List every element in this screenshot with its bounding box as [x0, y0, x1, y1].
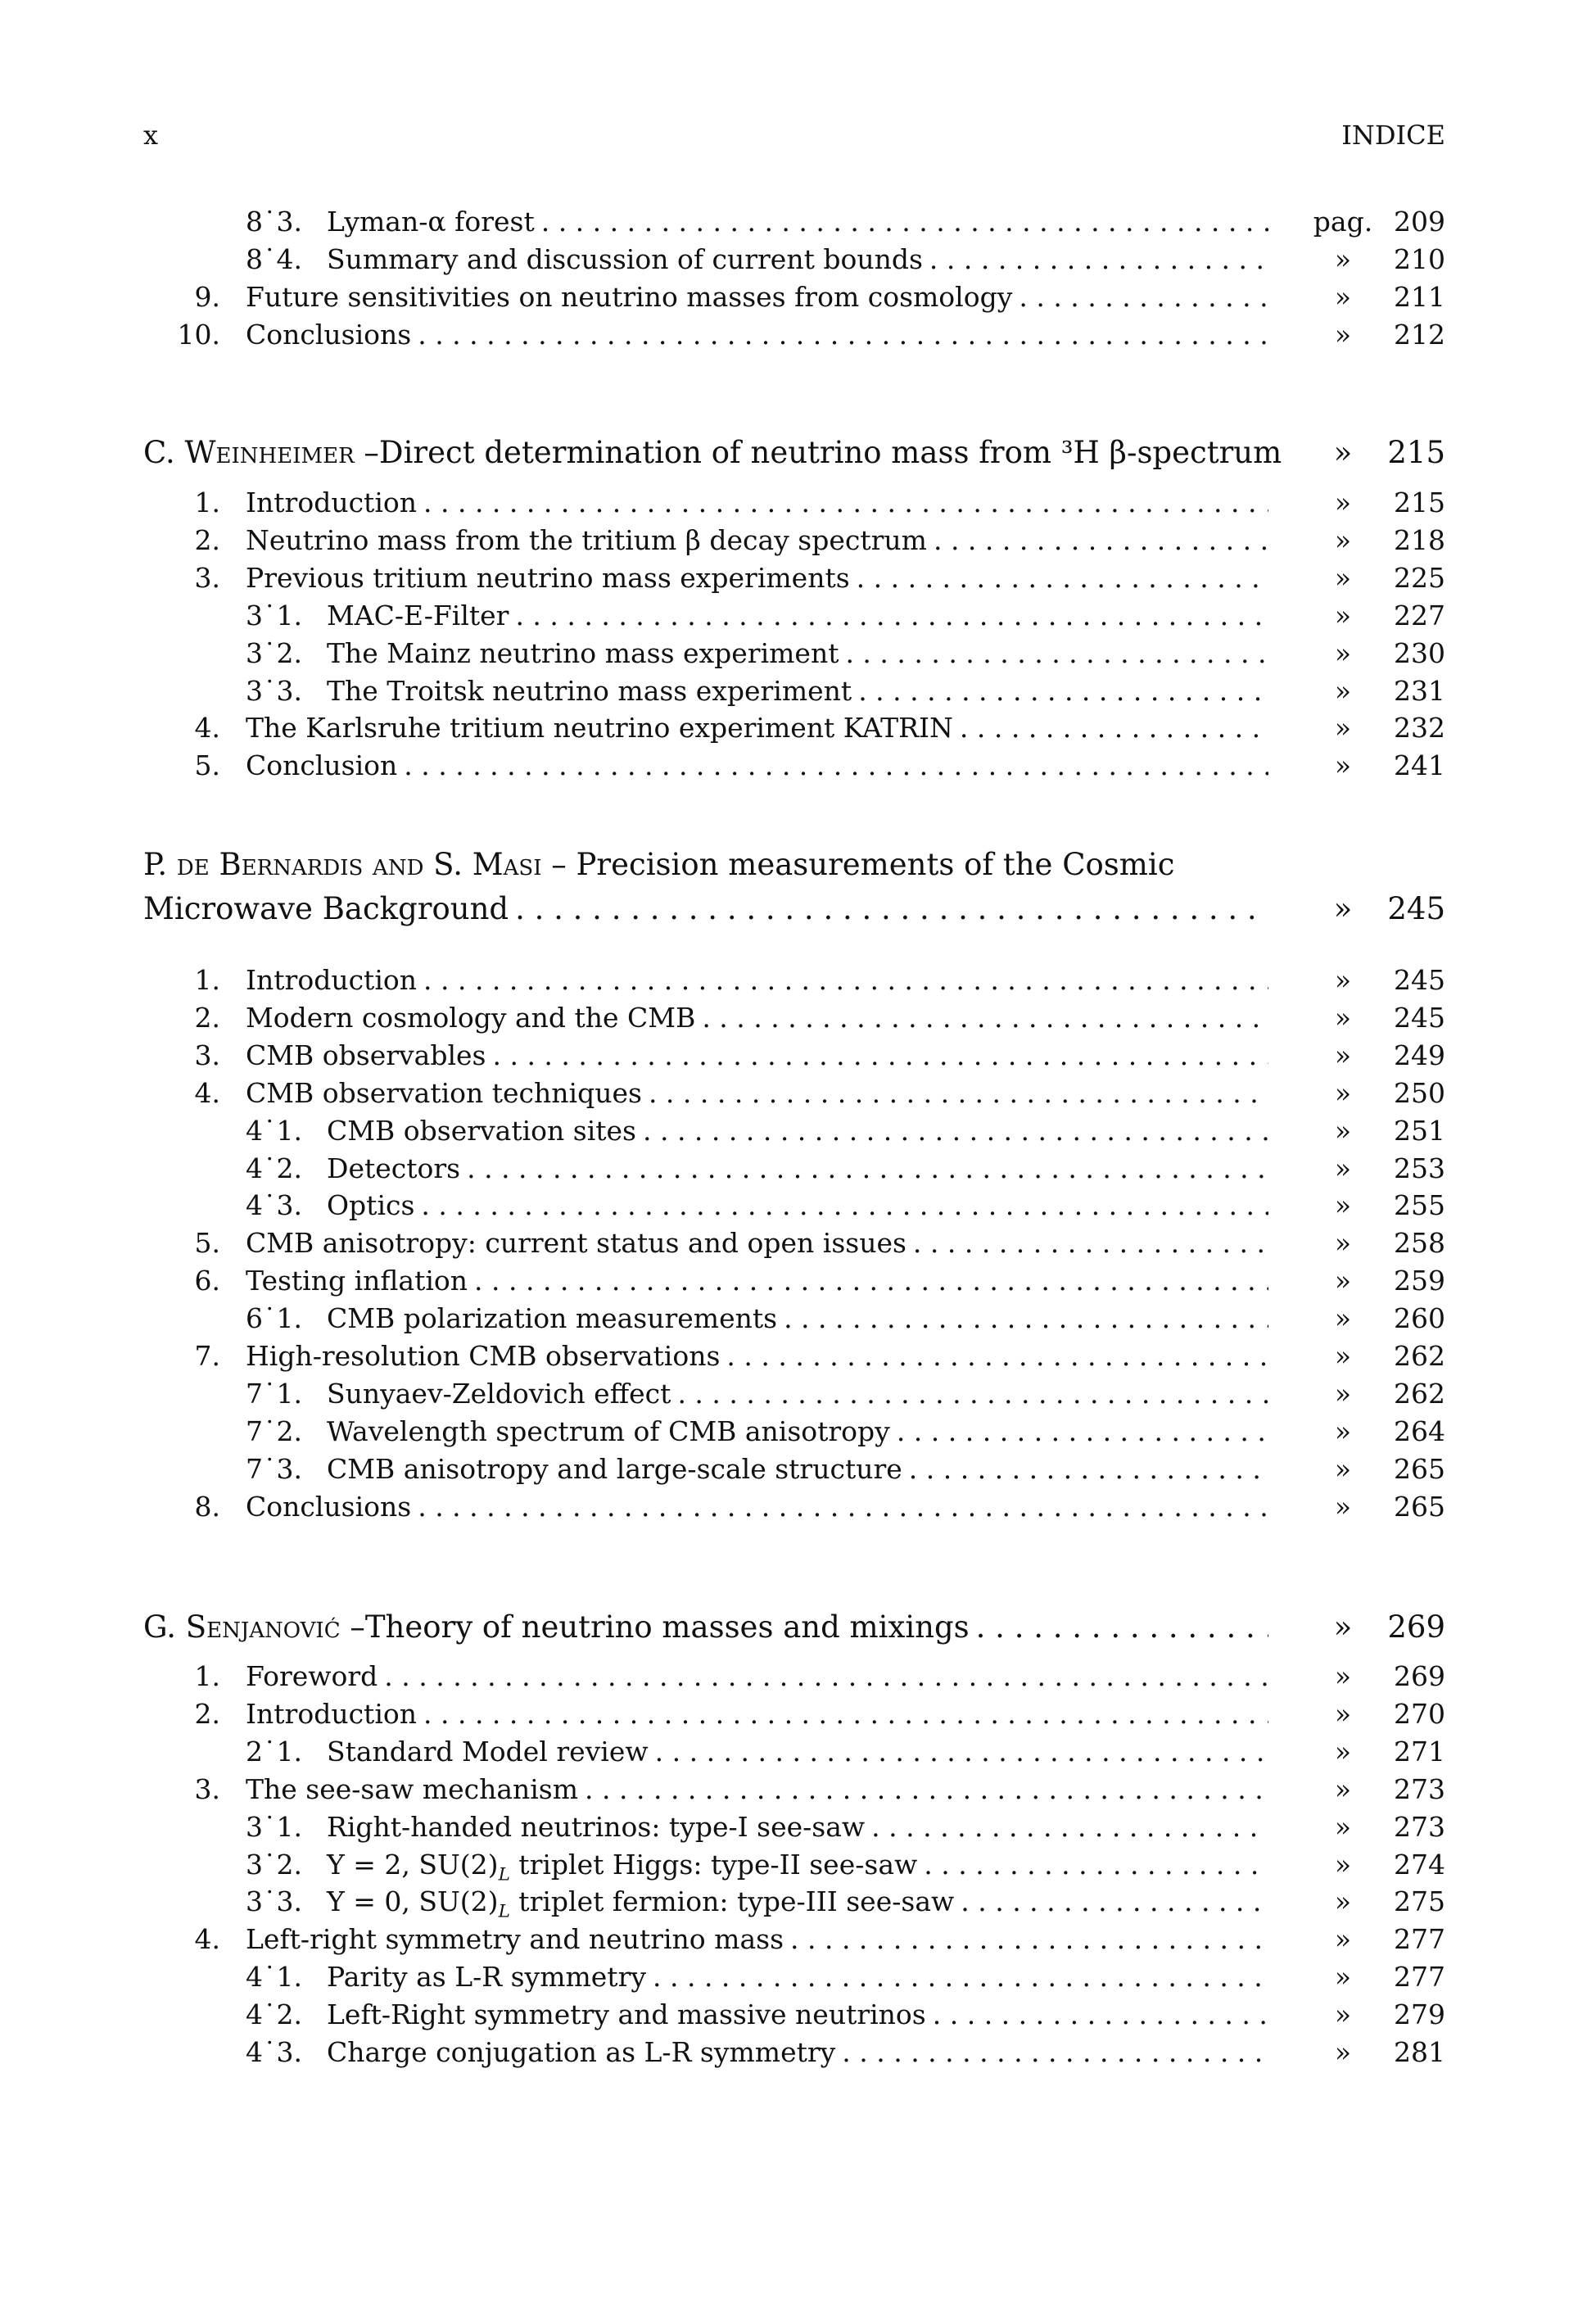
entry-number: 7. [194, 1340, 220, 1372]
entry-title-wrap [327, 1413, 1268, 1451]
ditto-mark: » [1334, 1039, 1352, 1071]
entry-title: Conclusions [246, 318, 412, 351]
entry-title-wrap [246, 559, 1268, 597]
dot-leader [418, 1488, 1268, 1526]
dot-leader [515, 888, 1268, 930]
entry-number: 2. [194, 523, 220, 556]
ditto-mark: » [1334, 964, 1352, 996]
ditto-mark: » [1334, 1076, 1352, 1109]
heading-title-wrap: C. Weinheimer – Direct determination of neutrino mass from ³H β-spectrum [143, 432, 1268, 474]
entry-number: 3. [194, 561, 220, 594]
dot-leader [515, 597, 1268, 635]
entry-title: Charge conjugation as L-R symmetry [327, 2036, 836, 2068]
ditto-mark: » [1334, 487, 1352, 518]
page-number: 275 [1394, 1885, 1445, 1918]
dot-leader [384, 1658, 1268, 1695]
entry-title-wrap [327, 672, 1268, 710]
toc-entry[interactable] [0, 999, 1596, 1037]
entry-title-wrap [246, 747, 1268, 785]
heading-authors: P. de Bernardis and S. Masi [143, 847, 542, 882]
entry-number: 8˙3. [246, 206, 302, 238]
page-number: 212 [1394, 318, 1445, 351]
entry-title: Left-right symmetry and neutrino mass [246, 1923, 784, 1956]
entry-number: 2˙1. [246, 1735, 302, 1768]
page-number: 232 [1394, 712, 1445, 745]
page-number: 277 [1394, 1961, 1445, 1994]
heading-title-wrap: G. Senjanović – Theory of neutrino masses and mixings . . . [143, 1606, 1268, 1649]
ditto-mark: » [1334, 1697, 1352, 1730]
entry-title-wrap [327, 1451, 1268, 1488]
toc-entry[interactable] [0, 2034, 1596, 2071]
toc-entry[interactable] [0, 484, 1596, 522]
entry-number: 3˙3. [246, 674, 302, 707]
toc-entry[interactable] [0, 1075, 1596, 1112]
dot-leader [467, 1150, 1268, 1188]
entry-number: 4˙2. [246, 1998, 302, 2031]
page-number: 269 [1387, 1609, 1445, 1645]
entry-title-wrap [246, 522, 1268, 559]
page-number: 259 [1394, 1265, 1445, 1297]
toc-entry[interactable] [0, 1996, 1596, 2034]
page-number: 271 [1394, 1735, 1445, 1768]
toc-entry[interactable] [0, 1037, 1596, 1075]
page-number: 273 [1394, 1772, 1445, 1805]
entry-title: Testing inflation [246, 1265, 468, 1297]
entry-number: 3˙3. [246, 1885, 302, 1918]
page-number: 245 [1387, 891, 1445, 926]
toc-entry[interactable] [0, 1187, 1596, 1224]
page-number: 273 [1394, 1810, 1445, 1843]
entry-title: Y = 0, $SU(2)_L$ triplet fermion: type-III see-saw [327, 1885, 955, 1922]
toc-entry[interactable] [0, 316, 1596, 354]
ditto-mark: » [1334, 1923, 1352, 1956]
entry-title-wrap [327, 1300, 1268, 1338]
entry-title: High-resolution CMB observations [246, 1340, 721, 1372]
entry-number: 1. [194, 1660, 220, 1692]
entry-title-wrap [246, 1338, 1268, 1375]
heading-title: Theory of neutrino masses and mixings [364, 1609, 970, 1645]
dot-leader [649, 1075, 1268, 1112]
entry-title: Introduction [246, 964, 417, 996]
entry-title-wrap [327, 1808, 1268, 1846]
ditto-mark: » [1334, 1961, 1352, 1994]
heading-title: Precision measurements of the Cosmic [576, 847, 1175, 882]
entry-title: Parity as L-R symmetry [327, 1961, 646, 1994]
entry-title: CMB observation techniques [246, 1076, 642, 1109]
entry-number: 10. [177, 318, 220, 351]
dot-leader [541, 203, 1268, 241]
dot-leader [726, 1338, 1268, 1375]
entry-number: 5. [194, 749, 220, 782]
toc-entry[interactable] [0, 522, 1596, 559]
entry-title: Standard Model review [327, 1735, 649, 1768]
dot-leader [643, 1112, 1268, 1150]
ditto-mark: » [1334, 1848, 1352, 1881]
toc-entry[interactable] [0, 1658, 1596, 1695]
entry-number: 4. [194, 1076, 220, 1109]
ditto-mark: » [1334, 636, 1352, 669]
entry-number: 8. [194, 1490, 220, 1523]
dot-leader [423, 962, 1268, 999]
entry-number: 3˙1. [246, 599, 302, 631]
entry-number: 3. [194, 1772, 220, 1805]
entry-title: Wavelength spectrum of CMB anisotropy [327, 1414, 890, 1447]
entry-title-wrap [246, 1771, 1268, 1808]
page-number: 241 [1394, 749, 1445, 782]
entry-title-wrap [327, 1733, 1268, 1771]
page-number: 260 [1394, 1302, 1445, 1335]
dot-leader [474, 1262, 1268, 1300]
entry-title: Sunyaev-Zeldovich effect [327, 1377, 671, 1410]
entry-title: Detectors [327, 1152, 461, 1184]
entry-number: 9. [194, 280, 220, 313]
dot-leader [897, 1413, 1268, 1451]
page-number: 211 [1394, 280, 1445, 313]
ditto-mark: » [1333, 1609, 1353, 1645]
ditto-mark: pag. [1313, 206, 1373, 238]
dot-leader [404, 747, 1268, 785]
entry-title-wrap [327, 635, 1268, 672]
dot-leader [423, 484, 1268, 522]
toc-entry[interactable] [0, 1451, 1596, 1488]
dot-leader [857, 559, 1268, 597]
toc-entry[interactable] [0, 1883, 1596, 1921]
dot-leader [913, 1224, 1268, 1262]
ditto-mark: » [1334, 318, 1352, 351]
toc-entry[interactable] [0, 962, 1596, 999]
toc-entry[interactable] [0, 278, 1596, 316]
page-number: 253 [1394, 1152, 1445, 1184]
heading-authors: G. Senjanović [143, 1609, 341, 1645]
toc-entry[interactable] [0, 1695, 1596, 1733]
toc-entry[interactable] [0, 241, 1596, 278]
ditto-mark: » [1334, 523, 1352, 556]
page-number: 215 [1387, 435, 1445, 470]
page-number: 227 [1394, 599, 1445, 631]
toc-entry[interactable] [0, 597, 1596, 635]
page-number: 225 [1394, 561, 1445, 594]
entry-title: Conclusion [246, 749, 398, 782]
entry-title: Lyman-α forest [327, 206, 535, 238]
ditto-mark: » [1334, 1490, 1352, 1523]
dot-leader [960, 709, 1268, 747]
entry-title-wrap [246, 1488, 1268, 1526]
toc-entry[interactable] [0, 1413, 1596, 1451]
dot-leader [585, 1771, 1268, 1808]
entry-number: 1. [194, 964, 220, 996]
entry-number: 3˙2. [246, 1848, 302, 1881]
entry-title-wrap [246, 1921, 1268, 1958]
entry-title-wrap [327, 1187, 1268, 1224]
ditto-mark: » [1334, 1735, 1352, 1768]
entry-number: 6˙1. [246, 1302, 302, 1335]
entry-title-wrap [246, 278, 1268, 316]
entry-title-wrap [246, 1037, 1268, 1075]
ditto-mark: » [1333, 435, 1353, 470]
ditto-mark: » [1334, 280, 1352, 313]
ditto-mark: » [1334, 1810, 1352, 1843]
page-number: 265 [1394, 1490, 1445, 1523]
dot-leader [677, 1375, 1268, 1413]
entry-number: 7˙3. [246, 1452, 302, 1485]
entry-title: Y = 2, $SU(2)_L$ triplet Higgs: type-II see-saw [327, 1848, 918, 1885]
entry-title: Left-Right symmetry and massive neutrinos [327, 1998, 926, 2031]
toc-entry[interactable] [0, 747, 1596, 785]
toc-entry[interactable] [0, 1771, 1596, 1808]
ditto-mark: » [1334, 1001, 1352, 1034]
entry-title-wrap [246, 999, 1268, 1037]
toc-entry[interactable] [0, 635, 1596, 672]
entry-title: The Karlsruhe tritium neutrino experiment KATRIN [246, 712, 953, 745]
ditto-mark: » [1334, 674, 1352, 707]
section-heading[interactable] [0, 888, 1596, 930]
entry-title-wrap [246, 1695, 1268, 1733]
toc-entry[interactable] [0, 1338, 1596, 1375]
entry-number: 4˙2. [246, 1152, 302, 1184]
entry-number: 7˙1. [246, 1377, 302, 1410]
heading-authors: C. Weinheimer [143, 435, 355, 470]
ditto-mark: » [1334, 1377, 1352, 1410]
page-number: 231 [1394, 674, 1445, 707]
entry-title-wrap [246, 316, 1268, 354]
section-heading-line1: P. de Bernardis and S. Masi – Precision measurements of the Cosmic [143, 847, 1175, 882]
page-number: 230 [1394, 636, 1445, 669]
toc-entry[interactable] [0, 1300, 1596, 1338]
entry-title-wrap [327, 203, 1268, 241]
toc-entry[interactable] [0, 1958, 1596, 1996]
dot-leader [421, 1187, 1268, 1224]
dot-leader [655, 1733, 1268, 1771]
entry-title: MAC-E-Filter [327, 599, 509, 631]
toc-entry[interactable] [0, 203, 1596, 241]
entry-number: 2. [194, 1001, 220, 1034]
dot-leader [653, 1958, 1268, 1996]
entry-number: 4˙1. [246, 1114, 302, 1147]
toc-entry[interactable] [0, 709, 1596, 747]
page-number: 279 [1394, 1998, 1445, 2031]
entry-title: Conclusions [246, 1490, 412, 1523]
toc-entry[interactable] [0, 1112, 1596, 1150]
entry-title: The Troitsk neutrino mass experiment [327, 674, 852, 707]
heading-title-wrap [143, 888, 1268, 930]
page-number: 265 [1394, 1452, 1445, 1485]
ditto-mark: » [1334, 1189, 1352, 1222]
toc-entry[interactable] [0, 1262, 1596, 1300]
toc-entry[interactable] [0, 1224, 1596, 1262]
dot-leader [909, 1451, 1268, 1488]
dot-leader [976, 1606, 1268, 1649]
page-number: 262 [1394, 1377, 1445, 1410]
entry-number: 7˙2. [246, 1414, 302, 1447]
dot-leader [418, 316, 1268, 354]
dot-leader [934, 522, 1268, 559]
ditto-mark: » [1334, 1660, 1352, 1692]
dot-leader [842, 2034, 1268, 2071]
section-heading[interactable] [0, 432, 1596, 474]
dot-leader [784, 1300, 1268, 1338]
heading-title-line2: Microwave Background [143, 891, 509, 926]
entry-title: Neutrino mass from the tritium β decay spectrum [246, 523, 927, 556]
entry-title-wrap [327, 1150, 1268, 1188]
toc-entry[interactable] [0, 1921, 1596, 1958]
ditto-mark: » [1334, 1114, 1352, 1147]
entry-number: 4˙1. [246, 1961, 302, 1994]
ditto-mark: » [1333, 891, 1353, 926]
entry-title-wrap [327, 241, 1268, 278]
dot-leader [933, 1996, 1268, 2034]
entry-title: CMB polarization measurements [327, 1302, 778, 1335]
ditto-mark: » [1334, 1772, 1352, 1805]
entry-number: 3. [194, 1039, 220, 1071]
dot-leader [492, 1037, 1268, 1075]
entry-title-wrap [246, 1224, 1268, 1262]
ditto-mark: » [1334, 1452, 1352, 1485]
toc-entry[interactable] [0, 1150, 1596, 1188]
entry-title-wrap [246, 1658, 1268, 1695]
page-number: 209 [1394, 206, 1445, 238]
toc-entry[interactable] [0, 1488, 1596, 1526]
entry-title-wrap [246, 962, 1268, 999]
page-number: 250 [1394, 1076, 1445, 1109]
ditto-mark: » [1334, 1340, 1352, 1372]
entry-number: 1. [194, 487, 220, 518]
toc-entry[interactable] [0, 1733, 1596, 1771]
ditto-mark: » [1334, 1152, 1352, 1184]
entry-title: Modern cosmology and the CMB [246, 1001, 696, 1034]
toc-entry[interactable] [0, 1808, 1596, 1846]
entry-title: Introduction [246, 487, 417, 518]
entry-title: The Mainz neutrino mass experiment [327, 636, 839, 669]
entry-number: 3˙1. [246, 1810, 302, 1843]
entry-title: Future sensitivities on neutrino masses from cosmology [246, 280, 1013, 313]
entry-number: 2. [194, 1697, 220, 1730]
entry-title: Introduction [246, 1697, 417, 1730]
dot-leader [858, 672, 1268, 710]
ditto-mark: » [1334, 561, 1352, 594]
entry-title: The see-saw mechanism [246, 1772, 579, 1805]
page-number: 251 [1394, 1114, 1445, 1147]
entry-title: CMB observables [246, 1039, 486, 1071]
entry-title-wrap [327, 1112, 1268, 1150]
entry-number: 4˙3. [246, 1189, 302, 1222]
entry-title-wrap [246, 484, 1268, 522]
entry-title-wrap [246, 1262, 1268, 1300]
entry-title: Optics [327, 1189, 415, 1222]
entry-number: 4. [194, 1923, 220, 1956]
dot-leader [790, 1921, 1268, 1958]
page-number: 274 [1394, 1848, 1445, 1881]
entry-title: CMB observation sites [327, 1114, 636, 1147]
dot-leader [423, 1695, 1268, 1733]
toc-entry[interactable] [0, 559, 1596, 597]
entry-title: Summary and discussion of current bounds [327, 242, 923, 275]
entry-title-wrap [246, 709, 1268, 747]
ditto-mark: » [1334, 242, 1352, 275]
dot-leader [1019, 278, 1268, 316]
ditto-mark: » [1334, 1998, 1352, 2031]
page-number: 264 [1394, 1414, 1445, 1447]
page-number: 258 [1394, 1227, 1445, 1260]
toc-entry[interactable] [0, 1846, 1596, 1884]
entry-title: Right-handed neutrinos: type-I see-saw [327, 1810, 866, 1843]
entry-title: Foreword [246, 1660, 378, 1692]
ditto-mark: » [1334, 2036, 1352, 2068]
heading-title: Direct determination of neutrino mass from ³H β-spectrum [378, 435, 1282, 470]
entry-number: 5. [194, 1227, 220, 1260]
page-number: 281 [1394, 2036, 1445, 2068]
ditto-mark: » [1334, 749, 1352, 782]
section-heading[interactable] [0, 1606, 1596, 1649]
entry-title-wrap [327, 2034, 1268, 2071]
entry-number: 3˙2. [246, 636, 302, 669]
dot-leader [929, 241, 1268, 278]
page-number: 249 [1394, 1039, 1445, 1071]
entry-title: CMB anisotropy and large-scale structure [327, 1452, 902, 1485]
running-title: INDICE [1341, 120, 1445, 151]
ditto-mark: » [1334, 1302, 1352, 1335]
entry-title: CMB anisotropy: current status and open issues [246, 1227, 907, 1260]
ditto-mark: » [1334, 712, 1352, 745]
entry-number: 8˙4. [246, 242, 302, 275]
toc-entry[interactable] [0, 672, 1596, 710]
page-number: 210 [1394, 242, 1445, 275]
page-number-roman: x [143, 120, 159, 151]
page-number: 218 [1394, 523, 1445, 556]
entry-number: 6. [194, 1265, 220, 1297]
page-number: 255 [1394, 1189, 1445, 1222]
entry-title: Previous tritium neutrino mass experiments [246, 561, 850, 594]
entry-title-wrap [327, 1375, 1268, 1413]
ditto-mark: » [1334, 599, 1352, 631]
ditto-mark: » [1334, 1227, 1352, 1260]
entry-title-wrap [327, 1958, 1268, 1996]
ditto-mark: » [1334, 1265, 1352, 1297]
entry-title-wrap [327, 597, 1268, 635]
entry-number: 4˙3. [246, 2036, 302, 2068]
page-number: 245 [1394, 964, 1445, 996]
page-number: 269 [1394, 1660, 1445, 1692]
ditto-mark: » [1334, 1414, 1352, 1447]
page-number: 277 [1394, 1923, 1445, 1956]
ditto-mark: » [1334, 1885, 1352, 1918]
entry-title-wrap [327, 1996, 1268, 2034]
toc-entry[interactable] [0, 1375, 1596, 1413]
dot-leader [702, 999, 1268, 1037]
entry-title-wrap [246, 1075, 1268, 1112]
page-number: 262 [1394, 1340, 1445, 1372]
dot-leader [845, 635, 1268, 672]
page-number: 215 [1394, 487, 1445, 518]
page-number: 245 [1394, 1001, 1445, 1034]
dot-leader [871, 1808, 1268, 1846]
page-number: 270 [1394, 1697, 1445, 1730]
entry-number: 4. [194, 712, 220, 745]
